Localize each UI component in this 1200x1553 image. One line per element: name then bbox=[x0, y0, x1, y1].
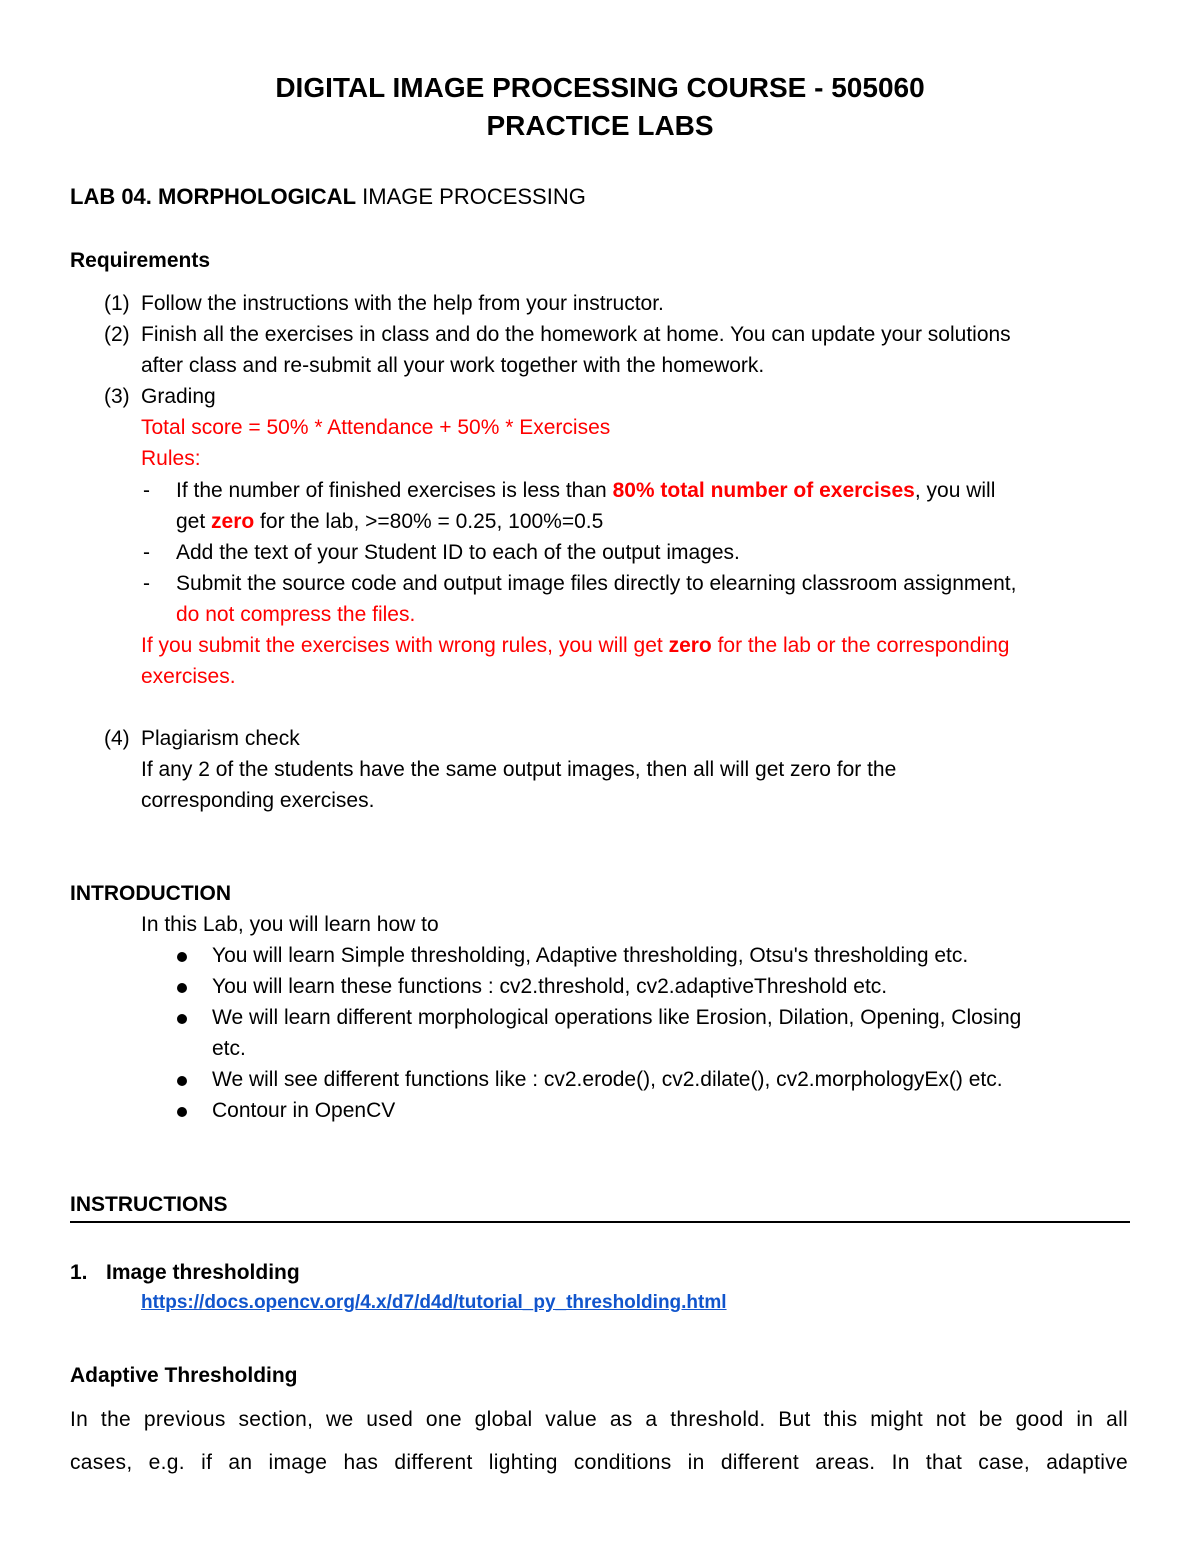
rule-1-dash: - bbox=[143, 479, 150, 502]
req-3-number: (3) bbox=[104, 385, 130, 408]
req-4-line1: If any 2 of the students have the same output images, then all will get zero for the bbox=[141, 758, 897, 781]
bullet-dot bbox=[177, 1014, 187, 1024]
rule-2-dash: - bbox=[143, 541, 150, 564]
bullet-dot bbox=[177, 1107, 187, 1117]
req-4-line2: corresponding exercises. bbox=[141, 789, 375, 812]
req-4-text: Plagiarism check bbox=[141, 727, 300, 750]
rule-1-text-a: If the number of finished exercises is less than bbox=[176, 479, 613, 502]
lab-title bbox=[70, 184, 586, 210]
req-4-number: (4) bbox=[104, 727, 130, 750]
req-1-text: Follow the instructions with the help from your instructor. bbox=[141, 292, 664, 315]
rule-1-text-f: for the lab, >=80% = 0.25, 100%=0.5 bbox=[254, 510, 604, 533]
intro-bullet-3-line1: We will learn different morphological operations like Erosion, Dilation, Opening, Closing bbox=[212, 1006, 1022, 1029]
warning-zero: zero bbox=[668, 634, 712, 657]
req-1-number: (1) bbox=[104, 292, 130, 315]
instruction-1-title: Image thresholding bbox=[106, 1261, 300, 1284]
warning-line1 bbox=[141, 634, 1009, 658]
req-2-line1: Finish all the exercises in class and do the homework at home. You can update your solutions bbox=[141, 323, 1011, 346]
adaptive-paragraph-line2: cases, e.g. if an image has different lighting conditions in different areas. In that case, adaptive bbox=[70, 1451, 1128, 1474]
thresholding-tutorial-link[interactable]: https://docs.opencv.org/4.x/d7/d4d/tutorial_py_thresholding.html bbox=[141, 1292, 727, 1313]
section-divider bbox=[70, 1221, 1130, 1223]
course-title: DIGITAL IMAGE PROCESSING COURSE - 505060 bbox=[275, 72, 925, 103]
score-formula: Total score = 50% * Attendance + 50% * Exercises bbox=[141, 416, 611, 439]
practice-labs-title: PRACTICE LABS bbox=[486, 110, 714, 141]
rule-1-threshold: 80% total number of exercises bbox=[612, 479, 915, 502]
warning-line2: exercises. bbox=[141, 665, 236, 688]
intro-bullet-1: You will learn Simple thresholding, Adaptive thresholding, Otsu's thresholding etc. bbox=[212, 944, 969, 967]
rule-3-red-text: do not compress the files. bbox=[176, 603, 416, 626]
rule-1-line2 bbox=[176, 510, 603, 534]
bullet-dot bbox=[177, 952, 187, 962]
bullet-dot bbox=[177, 983, 187, 993]
rule-1-line1 bbox=[176, 479, 995, 503]
rule-3-dash: - bbox=[143, 572, 150, 595]
req-2-number: (2) bbox=[104, 323, 130, 346]
bullet-dot bbox=[177, 1076, 187, 1086]
instruction-1-number: 1. bbox=[70, 1261, 88, 1284]
adaptive-thresholding-heading: Adaptive Thresholding bbox=[70, 1364, 298, 1387]
warning-text-c: for the lab or the corresponding bbox=[711, 634, 1010, 657]
intro-bullet-4: We will see different functions like : cv2.erode(), cv2.dilate(), cv2.morphologyEx() etc. bbox=[212, 1068, 1003, 1091]
rule-1-text-d: get bbox=[176, 510, 212, 533]
introduction-lead: In this Lab, you will learn how to bbox=[141, 913, 439, 936]
instructions-heading: INSTRUCTIONS bbox=[70, 1193, 228, 1216]
intro-bullet-3-line2: etc. bbox=[212, 1037, 246, 1060]
rule-1-zero: zero bbox=[211, 510, 255, 533]
lab-title-rest: IMAGE PROCESSING bbox=[356, 184, 586, 209]
intro-bullet-5: Contour in OpenCV bbox=[212, 1099, 396, 1122]
requirements-heading: Requirements bbox=[70, 249, 211, 272]
req-3-text: Grading bbox=[141, 385, 216, 408]
adaptive-paragraph-line1: In the previous section, we used one global value as a threshold. But this might not be good in all bbox=[70, 1408, 1128, 1431]
lab-title-bold: LAB 04. MORPHOLOGICAL bbox=[70, 184, 357, 209]
req-2-line2: after class and re-submit all your work together with the homework. bbox=[141, 354, 765, 377]
rules-label: Rules: bbox=[141, 447, 201, 470]
rule-1-text-c: , you will bbox=[914, 479, 996, 502]
intro-bullet-2: You will learn these functions : cv2.threshold, cv2.adaptiveThreshold etc. bbox=[212, 975, 888, 998]
rule-3-text: Submit the source code and output image files directly to elearning classroom assignment, bbox=[176, 572, 1017, 595]
warning-text-a: If you submit the exercises with wrong rules, you will get bbox=[141, 634, 669, 657]
introduction-heading: INTRODUCTION bbox=[70, 882, 231, 905]
rule-2-text: Add the text of your Student ID to each of the output images. bbox=[176, 541, 740, 564]
